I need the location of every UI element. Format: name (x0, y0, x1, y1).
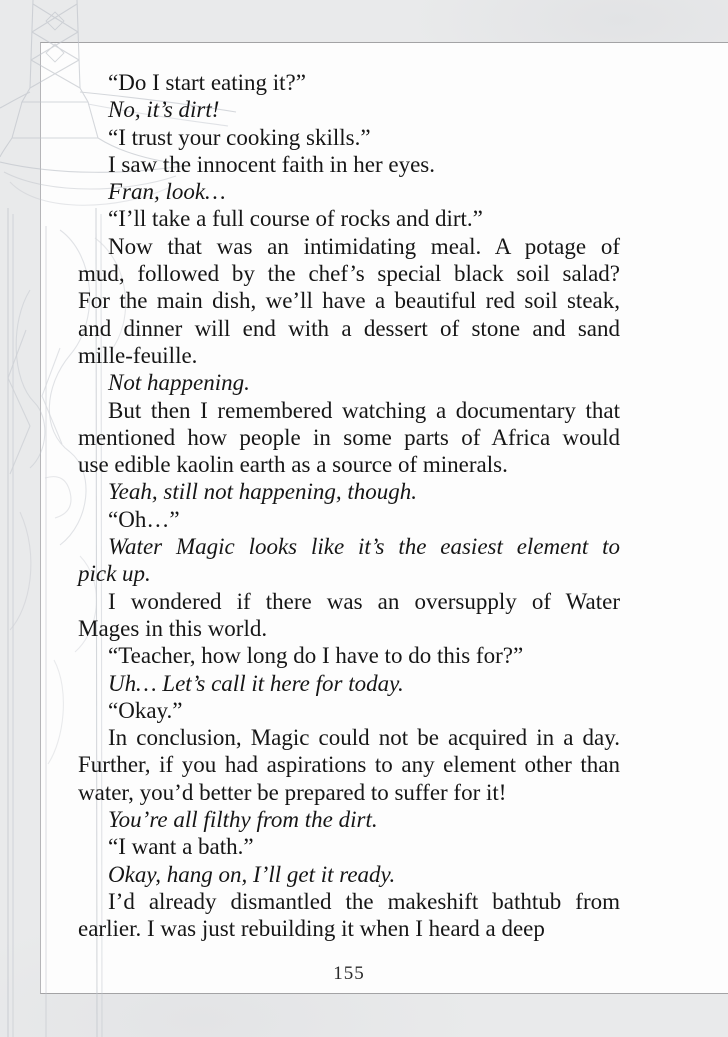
text-line: “I’ll take a full course of rocks and dirt.” (108, 206, 483, 232)
page-number: 155 (333, 963, 365, 984)
text-line: “Okay.” (108, 697, 183, 723)
text-line: I wondered if there was an oversupply of Water (108, 588, 620, 614)
page-text (78, 69, 620, 943)
text-line: I saw the innocent faith in her eyes. (108, 151, 435, 177)
text-line: earlier. I was just rebuilding it when I heard a deep (78, 916, 545, 942)
text-line: “Teacher, how long do I have to do this for?” (108, 643, 524, 669)
text-line: mud, followed by the chef’s special black soil salad? (78, 261, 620, 287)
text-line: Not happening. (108, 370, 250, 396)
text-line: No, it’s dirt! (108, 97, 220, 123)
text-line: Yeah, still not happening, though. (108, 479, 418, 505)
text-line: water, you’d better be prepared to suffer for it! (78, 779, 507, 805)
text-line: Water Magic looks like it’s the easiest element to (108, 534, 620, 560)
text-line: I’d already dismantled the makeshift bathtub from (108, 888, 620, 914)
text-line: Fran, look… (108, 179, 226, 205)
text-line: mentioned how people in some parts of Africa would (78, 424, 620, 450)
text-line: Mages in this world. (78, 615, 268, 641)
text-line: pick up. (78, 561, 151, 587)
text-line: “Oh…” (108, 506, 180, 532)
text-line: and dinner will end with a dessert of stone and sand (78, 315, 620, 341)
text-line: use edible kaolin earth as a source of minerals. (78, 452, 508, 478)
text-line: In conclusion, Magic could not be acquired in a day. (108, 725, 620, 751)
text-line: “I want a bath.” (108, 834, 254, 860)
text-line: “I trust your cooking skills.” (108, 124, 371, 150)
text-line: mille-feuille. (78, 342, 198, 368)
text-line: You’re all filthy from the dirt. (108, 807, 378, 833)
text-line: Now that was an intimidating meal. A potage of (108, 233, 620, 259)
text-line: For the main dish, we’ll have a beautiful red soil steak, (78, 288, 620, 314)
text-line: Further, if you had aspirations to any element other than (78, 752, 620, 778)
text-line: “Do I start eating it?” (108, 70, 306, 95)
text-line: Uh… Let’s call it here for today. (108, 670, 404, 696)
page-content (40, 42, 728, 994)
text-line: Okay, hang on, I’ll get it ready. (108, 861, 396, 887)
text-line: But then I remembered watching a documentary that (108, 397, 620, 423)
